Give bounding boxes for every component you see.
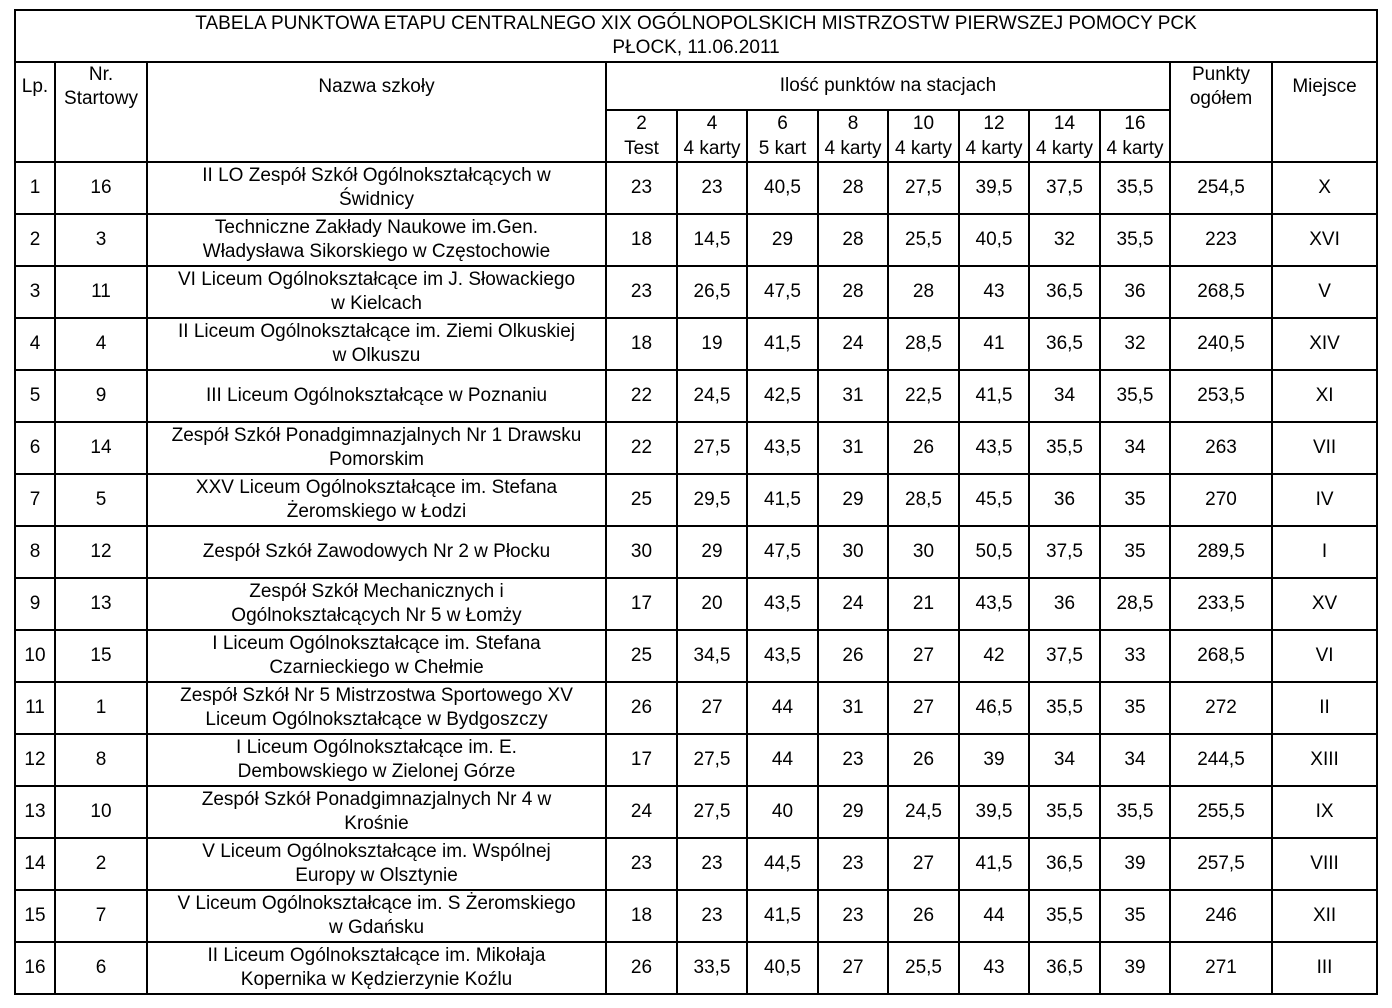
row-station-score: 44,5 bbox=[747, 838, 818, 890]
row-start-number: 8 bbox=[55, 734, 147, 786]
row-lp: 16 bbox=[15, 942, 55, 994]
row-lp: 2 bbox=[15, 214, 55, 266]
row-station-score: 34 bbox=[1029, 734, 1100, 786]
row-school-name bbox=[147, 266, 606, 318]
row-school-name bbox=[147, 162, 606, 214]
row-start-number: 9 bbox=[55, 370, 147, 422]
row-station-score: 35,5 bbox=[1100, 162, 1170, 214]
table-row bbox=[15, 578, 1377, 630]
row-station-score: 25,5 bbox=[888, 942, 959, 994]
row-station-score: 35,5 bbox=[1029, 890, 1100, 942]
row-station-score: 18 bbox=[606, 318, 677, 370]
row-station-score: 46,5 bbox=[959, 682, 1029, 734]
school-name-line-2: w Gdańsku bbox=[328, 917, 425, 938]
row-station-score: 41,5 bbox=[747, 890, 818, 942]
row-station-score: 24,5 bbox=[677, 370, 747, 422]
row-station-score: 29 bbox=[677, 526, 747, 578]
table-row bbox=[15, 474, 1377, 526]
row-place: XIV bbox=[1272, 318, 1377, 370]
row-station-score: 43,5 bbox=[747, 630, 818, 682]
row-station-score: 23 bbox=[606, 162, 677, 214]
row-station-score: 42 bbox=[959, 630, 1029, 682]
table-row bbox=[15, 162, 1377, 214]
row-station-score: 27 bbox=[888, 682, 959, 734]
row-station-score: 28,5 bbox=[888, 318, 959, 370]
row-station-score: 35,5 bbox=[1029, 682, 1100, 734]
station-header bbox=[888, 110, 959, 162]
header-start-number-line-2: Startowy bbox=[64, 88, 138, 109]
row-station-score: 37,5 bbox=[1029, 526, 1100, 578]
row-station-score: 22,5 bbox=[888, 370, 959, 422]
row-station-score: 23 bbox=[606, 266, 677, 318]
station-description: 4 karty bbox=[824, 138, 882, 159]
row-place: XII bbox=[1272, 890, 1377, 942]
station-description: 5 kart bbox=[758, 138, 807, 159]
station-description: 4 karty bbox=[965, 138, 1023, 159]
row-school-name bbox=[147, 370, 606, 422]
row-station-score: 33,5 bbox=[677, 942, 747, 994]
row-place: IV bbox=[1272, 474, 1377, 526]
station-description: 4 karty bbox=[894, 138, 953, 159]
school-name-line-1: Techniczne Zakłady Naukowe im.Gen. bbox=[214, 217, 539, 238]
row-station-score: 29 bbox=[747, 214, 818, 266]
school-name-line-2: Europy w Olsztynie bbox=[295, 865, 458, 886]
row-station-score: 41,5 bbox=[959, 838, 1029, 890]
school-name-line-2: Czarnieckiego w Chełmie bbox=[269, 657, 484, 678]
school-name-line-2: w Kielcach bbox=[331, 293, 422, 314]
school-name-line-1: V Liceum Ogólnokształcące im. Wspólnej bbox=[202, 841, 551, 862]
row-station-score: 26 bbox=[888, 890, 959, 942]
station-header bbox=[818, 110, 888, 162]
row-place: XI bbox=[1272, 370, 1377, 422]
table-title bbox=[15, 10, 1377, 62]
row-start-number: 2 bbox=[55, 838, 147, 890]
row-lp: 6 bbox=[15, 422, 55, 474]
row-station-score: 39 bbox=[1100, 838, 1170, 890]
table-row bbox=[15, 266, 1377, 318]
table-row bbox=[15, 526, 1377, 578]
table-row bbox=[15, 734, 1377, 786]
header-place: Miejsce bbox=[1272, 62, 1377, 162]
row-station-score: 40,5 bbox=[747, 942, 818, 994]
row-total-points: 289,5 bbox=[1170, 526, 1272, 578]
row-station-score: 23 bbox=[677, 890, 747, 942]
school-name-line-1: Zespół Szkół Nr 5 Mistrzostwa Sportowego XV bbox=[180, 685, 573, 706]
row-station-score: 26 bbox=[888, 734, 959, 786]
row-lp: 7 bbox=[15, 474, 55, 526]
school-name-line-1: VI Liceum Ogólnokształcące im J. Słowackiego bbox=[177, 269, 576, 290]
row-place: III bbox=[1272, 942, 1377, 994]
row-station-score: 31 bbox=[818, 682, 888, 734]
school-name-line-2: Krośnie bbox=[344, 813, 409, 834]
row-school-name bbox=[147, 838, 606, 890]
row-station-score: 27,5 bbox=[677, 422, 747, 474]
school-name-line-1: II LO Zespół Szkół Ogólnokształcących w bbox=[202, 165, 551, 186]
row-station-score: 36 bbox=[1029, 578, 1100, 630]
row-station-score: 45,5 bbox=[959, 474, 1029, 526]
row-station-score: 27,5 bbox=[677, 734, 747, 786]
row-start-number: 13 bbox=[55, 578, 147, 630]
table-row bbox=[15, 890, 1377, 942]
row-total-points: 223 bbox=[1170, 214, 1272, 266]
row-school-name bbox=[147, 526, 606, 578]
station-description: 4 karty bbox=[1106, 138, 1164, 159]
row-start-number: 11 bbox=[55, 266, 147, 318]
row-station-score: 43,5 bbox=[959, 422, 1029, 474]
row-start-number: 14 bbox=[55, 422, 147, 474]
row-station-score: 44 bbox=[747, 734, 818, 786]
header-station-points: Ilość punktów na stacjach bbox=[606, 62, 1170, 110]
row-station-score: 26,5 bbox=[677, 266, 747, 318]
school-name-line-1: XXV Liceum Ogólnokształcące im. Stefana bbox=[195, 477, 558, 498]
row-station-score: 39,5 bbox=[959, 786, 1029, 838]
row-station-score: 23 bbox=[818, 838, 888, 890]
row-start-number: 4 bbox=[55, 318, 147, 370]
station-header bbox=[606, 110, 677, 162]
row-station-score: 35,5 bbox=[1100, 786, 1170, 838]
row-school-name bbox=[147, 890, 606, 942]
row-station-score: 37,5 bbox=[1029, 630, 1100, 682]
school-name-line-1: I Liceum Ogólnokształcące im. E. bbox=[236, 737, 517, 758]
row-lp: 3 bbox=[15, 266, 55, 318]
row-station-score: 24 bbox=[606, 786, 677, 838]
school-name-line-2: w Olkuszu bbox=[332, 345, 421, 366]
row-station-score: 26 bbox=[606, 942, 677, 994]
row-station-score: 17 bbox=[606, 734, 677, 786]
row-place: X bbox=[1272, 162, 1377, 214]
row-lp: 5 bbox=[15, 370, 55, 422]
header-total-line-2: ogółem bbox=[1189, 88, 1253, 109]
row-station-score: 23 bbox=[677, 162, 747, 214]
table-row bbox=[15, 422, 1377, 474]
row-station-score: 22 bbox=[606, 370, 677, 422]
station-header bbox=[1100, 110, 1170, 162]
row-station-score: 14,5 bbox=[677, 214, 747, 266]
row-place: XIII bbox=[1272, 734, 1377, 786]
header-total-points bbox=[1170, 62, 1272, 162]
row-place: II bbox=[1272, 682, 1377, 734]
school-name-line-1: II Liceum Ogólnokształcące im. Mikołaja bbox=[207, 945, 546, 966]
school-name-line-2: Ogólnokształcących Nr 5 w Łomży bbox=[231, 605, 522, 626]
row-station-score: 35 bbox=[1100, 890, 1170, 942]
row-station-score: 27 bbox=[888, 838, 959, 890]
table-row bbox=[15, 214, 1377, 266]
row-station-score: 23 bbox=[677, 838, 747, 890]
row-lp: 4 bbox=[15, 318, 55, 370]
row-station-score: 23 bbox=[606, 838, 677, 890]
station-description: 4 karty bbox=[683, 138, 741, 159]
row-school-name bbox=[147, 318, 606, 370]
header-total-line-1: Punkty bbox=[1191, 64, 1251, 85]
row-station-score: 31 bbox=[818, 422, 888, 474]
row-lp: 11 bbox=[15, 682, 55, 734]
row-lp: 10 bbox=[15, 630, 55, 682]
school-name-line-2: Władysława Sikorskiego w Częstochowie bbox=[202, 241, 551, 262]
row-lp: 12 bbox=[15, 734, 55, 786]
station-number: 14 bbox=[1053, 113, 1076, 134]
row-start-number: 7 bbox=[55, 890, 147, 942]
row-station-score: 18 bbox=[606, 214, 677, 266]
row-station-score: 47,5 bbox=[747, 526, 818, 578]
row-station-score: 40,5 bbox=[747, 162, 818, 214]
row-total-points: 272 bbox=[1170, 682, 1272, 734]
row-station-score: 25,5 bbox=[888, 214, 959, 266]
row-school-name bbox=[147, 474, 606, 526]
row-start-number: 3 bbox=[55, 214, 147, 266]
row-station-score: 28,5 bbox=[1100, 578, 1170, 630]
results-table bbox=[14, 9, 1378, 995]
row-station-score: 34 bbox=[1100, 734, 1170, 786]
row-station-score: 39 bbox=[1100, 942, 1170, 994]
station-number: 4 bbox=[706, 113, 718, 134]
row-start-number: 6 bbox=[55, 942, 147, 994]
row-place: VII bbox=[1272, 422, 1377, 474]
row-place: VI bbox=[1272, 630, 1377, 682]
row-station-score: 41 bbox=[959, 318, 1029, 370]
row-total-points: 246 bbox=[1170, 890, 1272, 942]
row-school-name bbox=[147, 578, 606, 630]
row-school-name bbox=[147, 214, 606, 266]
row-place: IX bbox=[1272, 786, 1377, 838]
row-station-score: 36 bbox=[1029, 474, 1100, 526]
table-row bbox=[15, 942, 1377, 994]
row-lp: 8 bbox=[15, 526, 55, 578]
row-place: V bbox=[1272, 266, 1377, 318]
row-start-number: 15 bbox=[55, 630, 147, 682]
row-lp: 13 bbox=[15, 786, 55, 838]
row-station-score: 37,5 bbox=[1029, 162, 1100, 214]
row-station-score: 22 bbox=[606, 422, 677, 474]
row-station-score: 40,5 bbox=[959, 214, 1029, 266]
row-total-points: 255,5 bbox=[1170, 786, 1272, 838]
row-place: VIII bbox=[1272, 838, 1377, 890]
row-start-number: 1 bbox=[55, 682, 147, 734]
row-school-name bbox=[147, 786, 606, 838]
row-station-score: 27 bbox=[677, 682, 747, 734]
row-station-score: 32 bbox=[1100, 318, 1170, 370]
row-lp: 1 bbox=[15, 162, 55, 214]
row-station-score: 43 bbox=[959, 942, 1029, 994]
row-place: XVI bbox=[1272, 214, 1377, 266]
row-station-score: 40 bbox=[747, 786, 818, 838]
row-station-score: 36,5 bbox=[1029, 318, 1100, 370]
row-station-score: 28,5 bbox=[888, 474, 959, 526]
row-station-score: 29 bbox=[818, 474, 888, 526]
title-line-2: PŁOCK, 11.06.2011 bbox=[612, 37, 780, 58]
row-station-score: 43,5 bbox=[747, 422, 818, 474]
school-name-line-1: Zespół Szkół Mechanicznych i bbox=[249, 581, 504, 602]
row-station-score: 26 bbox=[606, 682, 677, 734]
table-row bbox=[15, 786, 1377, 838]
row-station-score: 27,5 bbox=[888, 162, 959, 214]
row-station-score: 17 bbox=[606, 578, 677, 630]
row-station-score: 24,5 bbox=[888, 786, 959, 838]
row-total-points: 240,5 bbox=[1170, 318, 1272, 370]
header-start-number bbox=[55, 62, 147, 162]
row-station-score: 44 bbox=[747, 682, 818, 734]
row-station-score: 43 bbox=[959, 266, 1029, 318]
row-station-score: 34,5 bbox=[677, 630, 747, 682]
row-station-score: 27 bbox=[818, 942, 888, 994]
row-station-score: 27,5 bbox=[677, 786, 747, 838]
row-school-name bbox=[147, 734, 606, 786]
row-station-score: 30 bbox=[818, 526, 888, 578]
school-name-line-1: Zespół Szkół Zawodowych Nr 2 w Płocku bbox=[202, 541, 551, 562]
row-station-score: 35,5 bbox=[1029, 422, 1100, 474]
row-station-score: 30 bbox=[888, 526, 959, 578]
school-name-line-2: Pomorskim bbox=[328, 449, 424, 470]
row-station-score: 39,5 bbox=[959, 162, 1029, 214]
row-start-number: 10 bbox=[55, 786, 147, 838]
row-start-number: 12 bbox=[55, 526, 147, 578]
row-total-points: 254,5 bbox=[1170, 162, 1272, 214]
station-header bbox=[747, 110, 818, 162]
row-station-score: 23 bbox=[818, 734, 888, 786]
row-station-score: 25 bbox=[606, 474, 677, 526]
row-station-score: 29 bbox=[818, 786, 888, 838]
station-header bbox=[677, 110, 747, 162]
row-station-score: 23 bbox=[818, 890, 888, 942]
row-station-score: 35 bbox=[1100, 682, 1170, 734]
row-lp: 14 bbox=[15, 838, 55, 890]
row-place: I bbox=[1272, 526, 1377, 578]
school-name-line-2: Kopernika w Kędzierzynie Koźlu bbox=[240, 969, 513, 990]
row-school-name bbox=[147, 942, 606, 994]
row-start-number: 16 bbox=[55, 162, 147, 214]
row-school-name bbox=[147, 630, 606, 682]
row-station-score: 28 bbox=[818, 162, 888, 214]
school-name-line-1: V Liceum Ogólnokształcące im. S Żeromskiego bbox=[177, 893, 576, 914]
row-station-score: 50,5 bbox=[959, 526, 1029, 578]
row-station-score: 36,5 bbox=[1029, 838, 1100, 890]
school-name-line-1: Zespół Szkół Ponadgimnazjalnych Nr 4 w bbox=[201, 789, 552, 810]
row-station-score: 30 bbox=[606, 526, 677, 578]
row-station-score: 24 bbox=[818, 578, 888, 630]
row-station-score: 32 bbox=[1029, 214, 1100, 266]
station-number: 6 bbox=[777, 113, 788, 134]
school-name-line-2: Żeromskiego w Łodzi bbox=[286, 501, 467, 522]
row-station-score: 28 bbox=[818, 266, 888, 318]
row-station-score: 26 bbox=[818, 630, 888, 682]
row-station-score: 41,5 bbox=[747, 318, 818, 370]
row-lp: 9 bbox=[15, 578, 55, 630]
row-station-score: 18 bbox=[606, 890, 677, 942]
row-station-score: 43,5 bbox=[747, 578, 818, 630]
row-station-score: 20 bbox=[677, 578, 747, 630]
school-name-line-2: Liceum Ogólnokształcące w Bydgoszczy bbox=[205, 709, 548, 730]
row-total-points: 233,5 bbox=[1170, 578, 1272, 630]
table-row bbox=[15, 682, 1377, 734]
row-station-score: 42,5 bbox=[747, 370, 818, 422]
row-total-points: 268,5 bbox=[1170, 266, 1272, 318]
station-number: 8 bbox=[847, 113, 859, 134]
station-description: 4 karty bbox=[1035, 138, 1094, 159]
school-name-line-1: I Liceum Ogólnokształcące im. Stefana bbox=[212, 633, 541, 654]
station-number: 12 bbox=[983, 113, 1005, 134]
row-station-score: 35,5 bbox=[1029, 786, 1100, 838]
row-station-score: 35 bbox=[1100, 526, 1170, 578]
station-number: 10 bbox=[912, 113, 935, 134]
row-total-points: 263 bbox=[1170, 422, 1272, 474]
station-header bbox=[1029, 110, 1100, 162]
row-station-score: 27 bbox=[888, 630, 959, 682]
row-station-score: 28 bbox=[888, 266, 959, 318]
table-row bbox=[15, 370, 1377, 422]
row-station-score: 31 bbox=[818, 370, 888, 422]
row-total-points: 244,5 bbox=[1170, 734, 1272, 786]
row-station-score: 33 bbox=[1100, 630, 1170, 682]
row-start-number: 5 bbox=[55, 474, 147, 526]
row-station-score: 25 bbox=[606, 630, 677, 682]
row-station-score: 35 bbox=[1100, 474, 1170, 526]
station-number: 16 bbox=[1124, 113, 1146, 134]
school-name-line-1: II Liceum Ogólnokształcące im. Ziemi Olkuskiej bbox=[177, 321, 575, 342]
station-description: Test bbox=[624, 138, 659, 159]
row-station-score: 29,5 bbox=[677, 474, 747, 526]
row-station-score: 39 bbox=[959, 734, 1029, 786]
table-row bbox=[15, 630, 1377, 682]
row-station-score: 28 bbox=[818, 214, 888, 266]
row-place: XV bbox=[1272, 578, 1377, 630]
school-name-line-2: Świdnicy bbox=[339, 189, 414, 210]
row-school-name bbox=[147, 682, 606, 734]
row-station-score: 35,5 bbox=[1100, 370, 1170, 422]
header-lp: Lp. bbox=[15, 62, 55, 162]
row-total-points: 271 bbox=[1170, 942, 1272, 994]
row-total-points: 253,5 bbox=[1170, 370, 1272, 422]
school-name-line-1: III Liceum Ogólnokształcące w Poznaniu bbox=[205, 385, 548, 406]
row-station-score: 43,5 bbox=[959, 578, 1029, 630]
row-station-score: 35,5 bbox=[1100, 214, 1170, 266]
row-station-score: 41,5 bbox=[747, 474, 818, 526]
table-row bbox=[15, 838, 1377, 890]
row-total-points: 257,5 bbox=[1170, 838, 1272, 890]
row-station-score: 41,5 bbox=[959, 370, 1029, 422]
row-station-score: 44 bbox=[959, 890, 1029, 942]
row-station-score: 47,5 bbox=[747, 266, 818, 318]
row-station-score: 36,5 bbox=[1029, 942, 1100, 994]
row-station-score: 26 bbox=[888, 422, 959, 474]
table-row bbox=[15, 318, 1377, 370]
row-lp: 15 bbox=[15, 890, 55, 942]
row-station-score: 19 bbox=[677, 318, 747, 370]
row-station-score: 24 bbox=[818, 318, 888, 370]
row-station-score: 36,5 bbox=[1029, 266, 1100, 318]
row-school-name bbox=[147, 422, 606, 474]
row-station-score: 21 bbox=[888, 578, 959, 630]
station-number: 2 bbox=[636, 113, 647, 134]
header-start-number-line-1: Nr. bbox=[88, 64, 114, 85]
header-school-name: Nazwa szkoły bbox=[147, 62, 606, 162]
row-station-score: 36 bbox=[1100, 266, 1170, 318]
station-header bbox=[959, 110, 1029, 162]
row-total-points: 270 bbox=[1170, 474, 1272, 526]
row-station-score: 34 bbox=[1100, 422, 1170, 474]
row-station-score: 34 bbox=[1029, 370, 1100, 422]
school-name-line-2: Dembowskiego w Zielonej Górze bbox=[237, 761, 516, 782]
row-total-points: 268,5 bbox=[1170, 630, 1272, 682]
title-line-1: TABELA PUNKTOWA ETAPU CENTRALNEGO XIX OGÓLNOPOLSKICH MISTRZOSTW PIERWSZEJ POMOCY PCK bbox=[195, 13, 1197, 34]
school-name-line-1: Zespół Szkół Ponadgimnazjalnych Nr 1 Drawsku bbox=[171, 425, 582, 446]
